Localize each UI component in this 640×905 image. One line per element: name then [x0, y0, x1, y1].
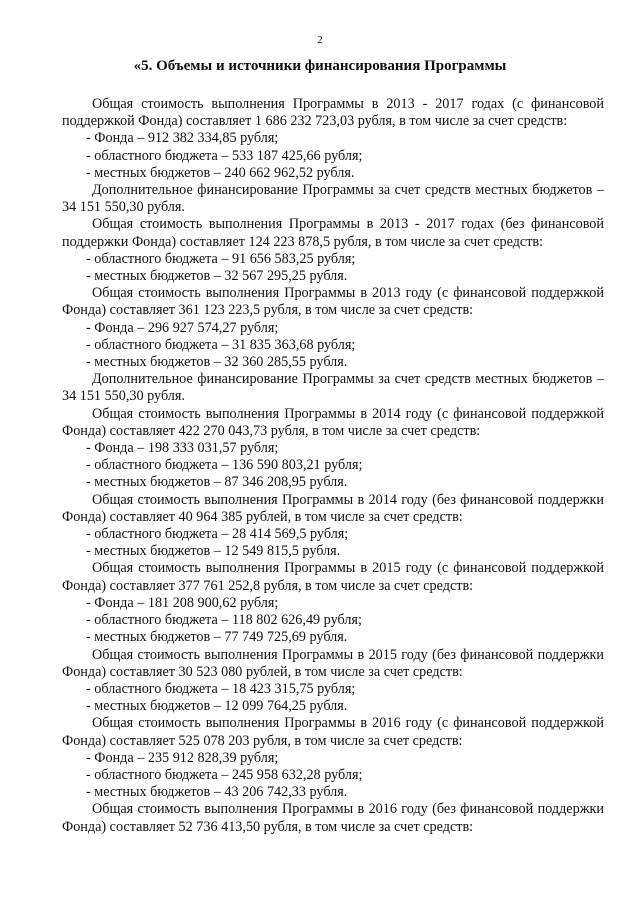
- funding-item: - Фонда – 181 208 900,62 рубля;: [86, 594, 279, 611]
- paragraph: Общая стоимость выполнения Программы в 2015 году (без финансовой поддержки Фонда) составляет 30 523 080 рублей, в том числе за счет средств:: [62, 646, 604, 680]
- funding-item: - Фонда – 296 927 574,27 рубля;: [86, 319, 279, 336]
- paragraph: Общая стоимость выполнения Программы в 2014 году (с финансовой поддержкой Фонда) составляет 422 270 043,73 рубля, в том числе за счет средств:: [62, 405, 604, 439]
- funding-item: - местных бюджетов – 87 346 208,95 рубля.: [86, 474, 348, 491]
- funding-item: - областного бюджета – 28 414 569,5 рубля;: [86, 526, 349, 543]
- document-body: [62, 96, 604, 836]
- paragraph: Общая стоимость выполнения Программы в 2014 году (без финансовой поддержки Фонда) составляет 40 964 385 рублей, в том числе за счет средств:: [62, 491, 604, 525]
- paragraph: Общая стоимость выполнения Программы в 2016 году (с финансовой поддержкой Фонда) составляет 525 078 203 рубля, в том числе за счет средств:: [62, 715, 604, 749]
- funding-item: - местных бюджетов – 32 360 285,55 рубля.: [86, 354, 348, 371]
- funding-item: - областного бюджета – 91 656 583,25 рубля;: [86, 250, 356, 267]
- funding-item: - областного бюджета – 136 590 803,21 рубля;: [86, 457, 363, 474]
- funding-item: - местных бюджетов – 77 749 725,69 рубля.: [86, 629, 348, 646]
- funding-item: - местных бюджетов – 240 662 962,52 рубля.: [86, 164, 355, 181]
- funding-item: - Фонда – 912 382 334,85 рубля;: [86, 130, 279, 147]
- funding-item: - Фонда – 198 333 031,57 рубля;: [86, 440, 279, 457]
- funding-item: - местных бюджетов – 12 099 764,25 рубля.: [86, 698, 348, 715]
- paragraph: Общая стоимость выполнения Программы в 2016 году (без финансовой поддержки Фонда) составляет 52 736 413,50 рубля, в том числе за счет средств:: [62, 801, 604, 835]
- paragraph: Дополнительное финансирование Программы за счет средств местных бюджетов – 34 151 550,30 рубля.: [62, 371, 604, 405]
- funding-item: - областного бюджета – 533 187 425,66 рубля;: [86, 147, 363, 164]
- funding-item: - местных бюджетов – 43 206 742,33 рубля.: [86, 784, 348, 801]
- funding-item: - Фонда – 235 912 828,39 рубля;: [86, 749, 279, 766]
- paragraph: Общая стоимость выполнения Программы в 2013 году (с финансовой поддержкой Фонда) составляет 361 123 223,5 рубля, в том числе за счет средств:: [62, 285, 604, 319]
- funding-item: - областного бюджета – 31 835 363,68 рубля;: [86, 336, 356, 353]
- funding-item: - местных бюджетов – 32 567 295,25 рубля.: [86, 268, 348, 285]
- section-title: «5. Объемы и источники финансирования Программы: [133, 58, 507, 74]
- funding-item: - областного бюджета – 245 958 632,28 рубля;: [86, 766, 363, 783]
- page-number: 2: [317, 34, 323, 46]
- funding-item: - областного бюджета – 118 802 626,49 рубля;: [86, 612, 362, 629]
- paragraph: Общая стоимость выполнения Программы в 2015 году (с финансовой поддержкой Фонда) составляет 377 761 252,8 рубля, в том числе за счет средств:: [62, 560, 604, 594]
- paragraph: Общая стоимость выполнения Программы в 2013 - 2017 годах (без финансовой поддержки Фонда) составляет 124 223 878,5 рубля, в том числе за счет средств:: [62, 216, 604, 250]
- paragraph: Общая стоимость выполнения Программы в 2013 - 2017 годах (с финансовой поддержкой Фонда) составляет 1 686 232 723,03 рубля, в том числе за счет средств:: [62, 96, 604, 130]
- funding-item: - областного бюджета – 18 423 315,75 рубля;: [86, 680, 356, 697]
- paragraph: Дополнительное финансирование Программы за счет средств местных бюджетов – 34 151 550,30 рубля.: [62, 182, 604, 216]
- funding-item: - местных бюджетов – 12 549 815,5 рубля.: [86, 543, 341, 560]
